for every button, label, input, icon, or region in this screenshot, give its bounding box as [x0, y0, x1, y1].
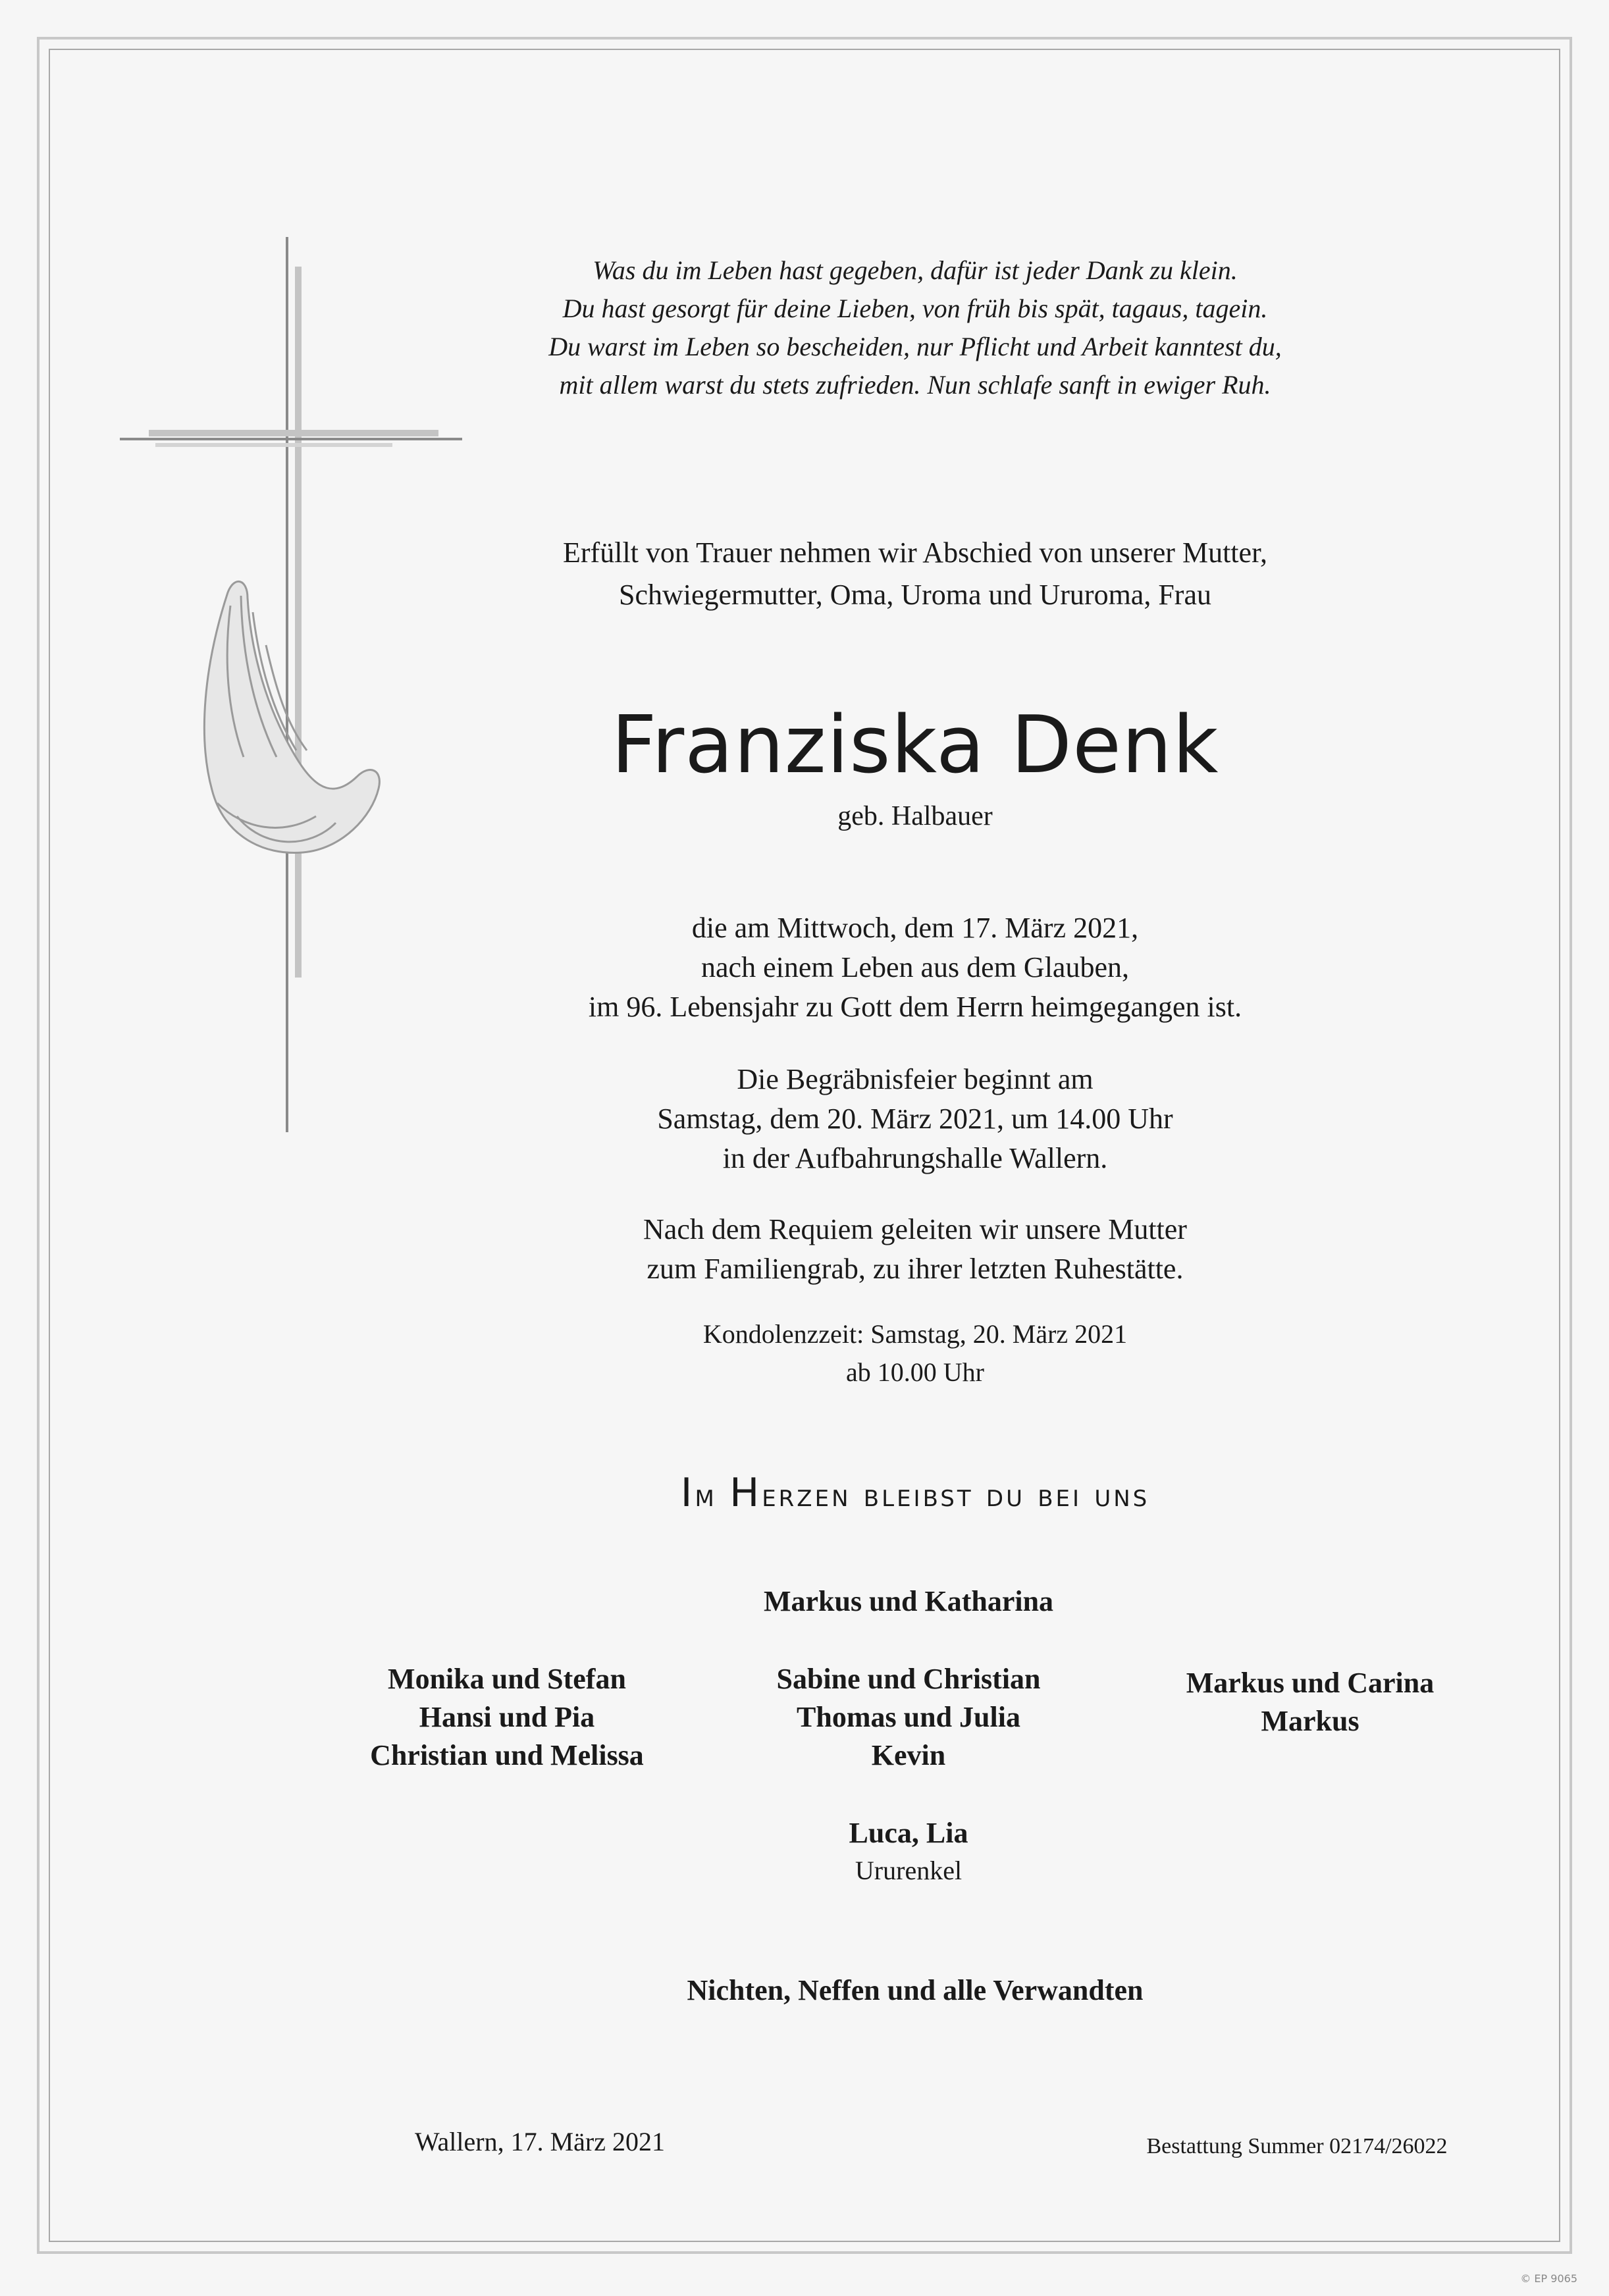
death-line: im 96. Lebensjahr zu Gott dem Herrn heimgegangen ist. — [588, 991, 1242, 1023]
motto-text: erzen — [762, 1477, 851, 1514]
poem-line: Du hast gesorgt für deine Lieben, von früh bis spät, tagaus, tagein. — [562, 294, 1268, 323]
family-group-right — [1080, 1664, 1541, 1740]
poem-line: Was du im Leben hast gegeben, dafür ist jeder Dank zu klein. — [593, 255, 1238, 285]
condolence-line: ab 10.00 Uhr — [846, 1357, 984, 1387]
relatives-line: Nichten, Neffen und alle Verwandten — [687, 1974, 1144, 2006]
great-grandchildren-label: Ururenkel — [855, 1856, 963, 1885]
motto-text: m — [695, 1477, 717, 1514]
burial-line: zum Familiengrab, zu ihrer letzten Ruhestätte. — [646, 1253, 1184, 1285]
family-group-left — [270, 1660, 744, 1775]
family-member: Christian und Melissa — [370, 1739, 644, 1771]
motto-initial: I — [680, 1470, 695, 1516]
funeral-line: in der Aufbahrungshalle Wallern. — [722, 1142, 1108, 1174]
place-and-date: Wallern, 17. März 2021 — [415, 2127, 665, 2156]
great-grandchildren: Luca, Lia — [849, 1817, 968, 1849]
copyright-note: © EP 9065 — [1520, 2272, 1577, 2285]
burial-line: Nach dem Requiem geleiten wir unsere Mutter — [643, 1213, 1187, 1245]
intro-paragraph — [487, 532, 1343, 616]
motto-initial: H — [729, 1470, 762, 1516]
cross-with-praying-hands-icon — [112, 237, 481, 1132]
poem-line: Du warst im Leben so bescheiden, nur Pflicht und Arbeit kanntest du, — [548, 332, 1282, 361]
family-member: Sabine und Christian — [776, 1663, 1041, 1695]
memorial-poem — [487, 251, 1343, 404]
funeral-line: Samstag, dem 20. März 2021, um 14.00 Uhr — [657, 1103, 1173, 1135]
family-member: Markus und Katharina — [763, 1585, 1054, 1617]
undertaker-info: Bestattung Summer 02174/26022 — [1146, 2134, 1448, 2158]
family-group-top — [678, 1582, 1139, 1621]
condolence-line: Kondolenzzeit: Samstag, 20. März 2021 — [702, 1319, 1128, 1349]
condolence-info — [487, 1315, 1343, 1392]
intro-line: Erfüllt von Trauer nehmen wir Abschied von unserer Mutter, — [563, 536, 1267, 569]
motto-text: bleibst du bei uns — [863, 1477, 1150, 1514]
funeral-line: Die Begräbnisfeier beginnt am — [737, 1063, 1094, 1095]
family-member: Markus und Carina — [1186, 1667, 1435, 1699]
family-member: Hansi und Pia — [419, 1701, 595, 1733]
burial-paragraph — [487, 1210, 1343, 1289]
family-group-middle — [678, 1660, 1139, 1775]
memorial-motto — [487, 1472, 1343, 1517]
deceased-name: Franziska Denk — [611, 700, 1219, 791]
intro-line: Schwiegermutter, Oma, Uroma und Ururoma, Frau — [618, 579, 1211, 611]
family-member: Monika und Stefan — [388, 1663, 626, 1695]
birth-name: geb. Halbauer — [837, 801, 993, 831]
family-member: Markus — [1261, 1705, 1359, 1737]
family-member: Thomas und Julia — [797, 1701, 1020, 1733]
funeral-paragraph — [487, 1060, 1343, 1178]
death-paragraph — [487, 908, 1343, 1027]
death-line: die am Mittwoch, dem 17. März 2021, — [691, 912, 1139, 944]
poem-line: mit allem warst du stets zufrieden. Nun schlafe sanft in ewiger Ruh. — [559, 370, 1271, 400]
family-member: Kevin — [871, 1739, 946, 1771]
death-line: nach einem Leben aus dem Glauben, — [701, 951, 1129, 983]
